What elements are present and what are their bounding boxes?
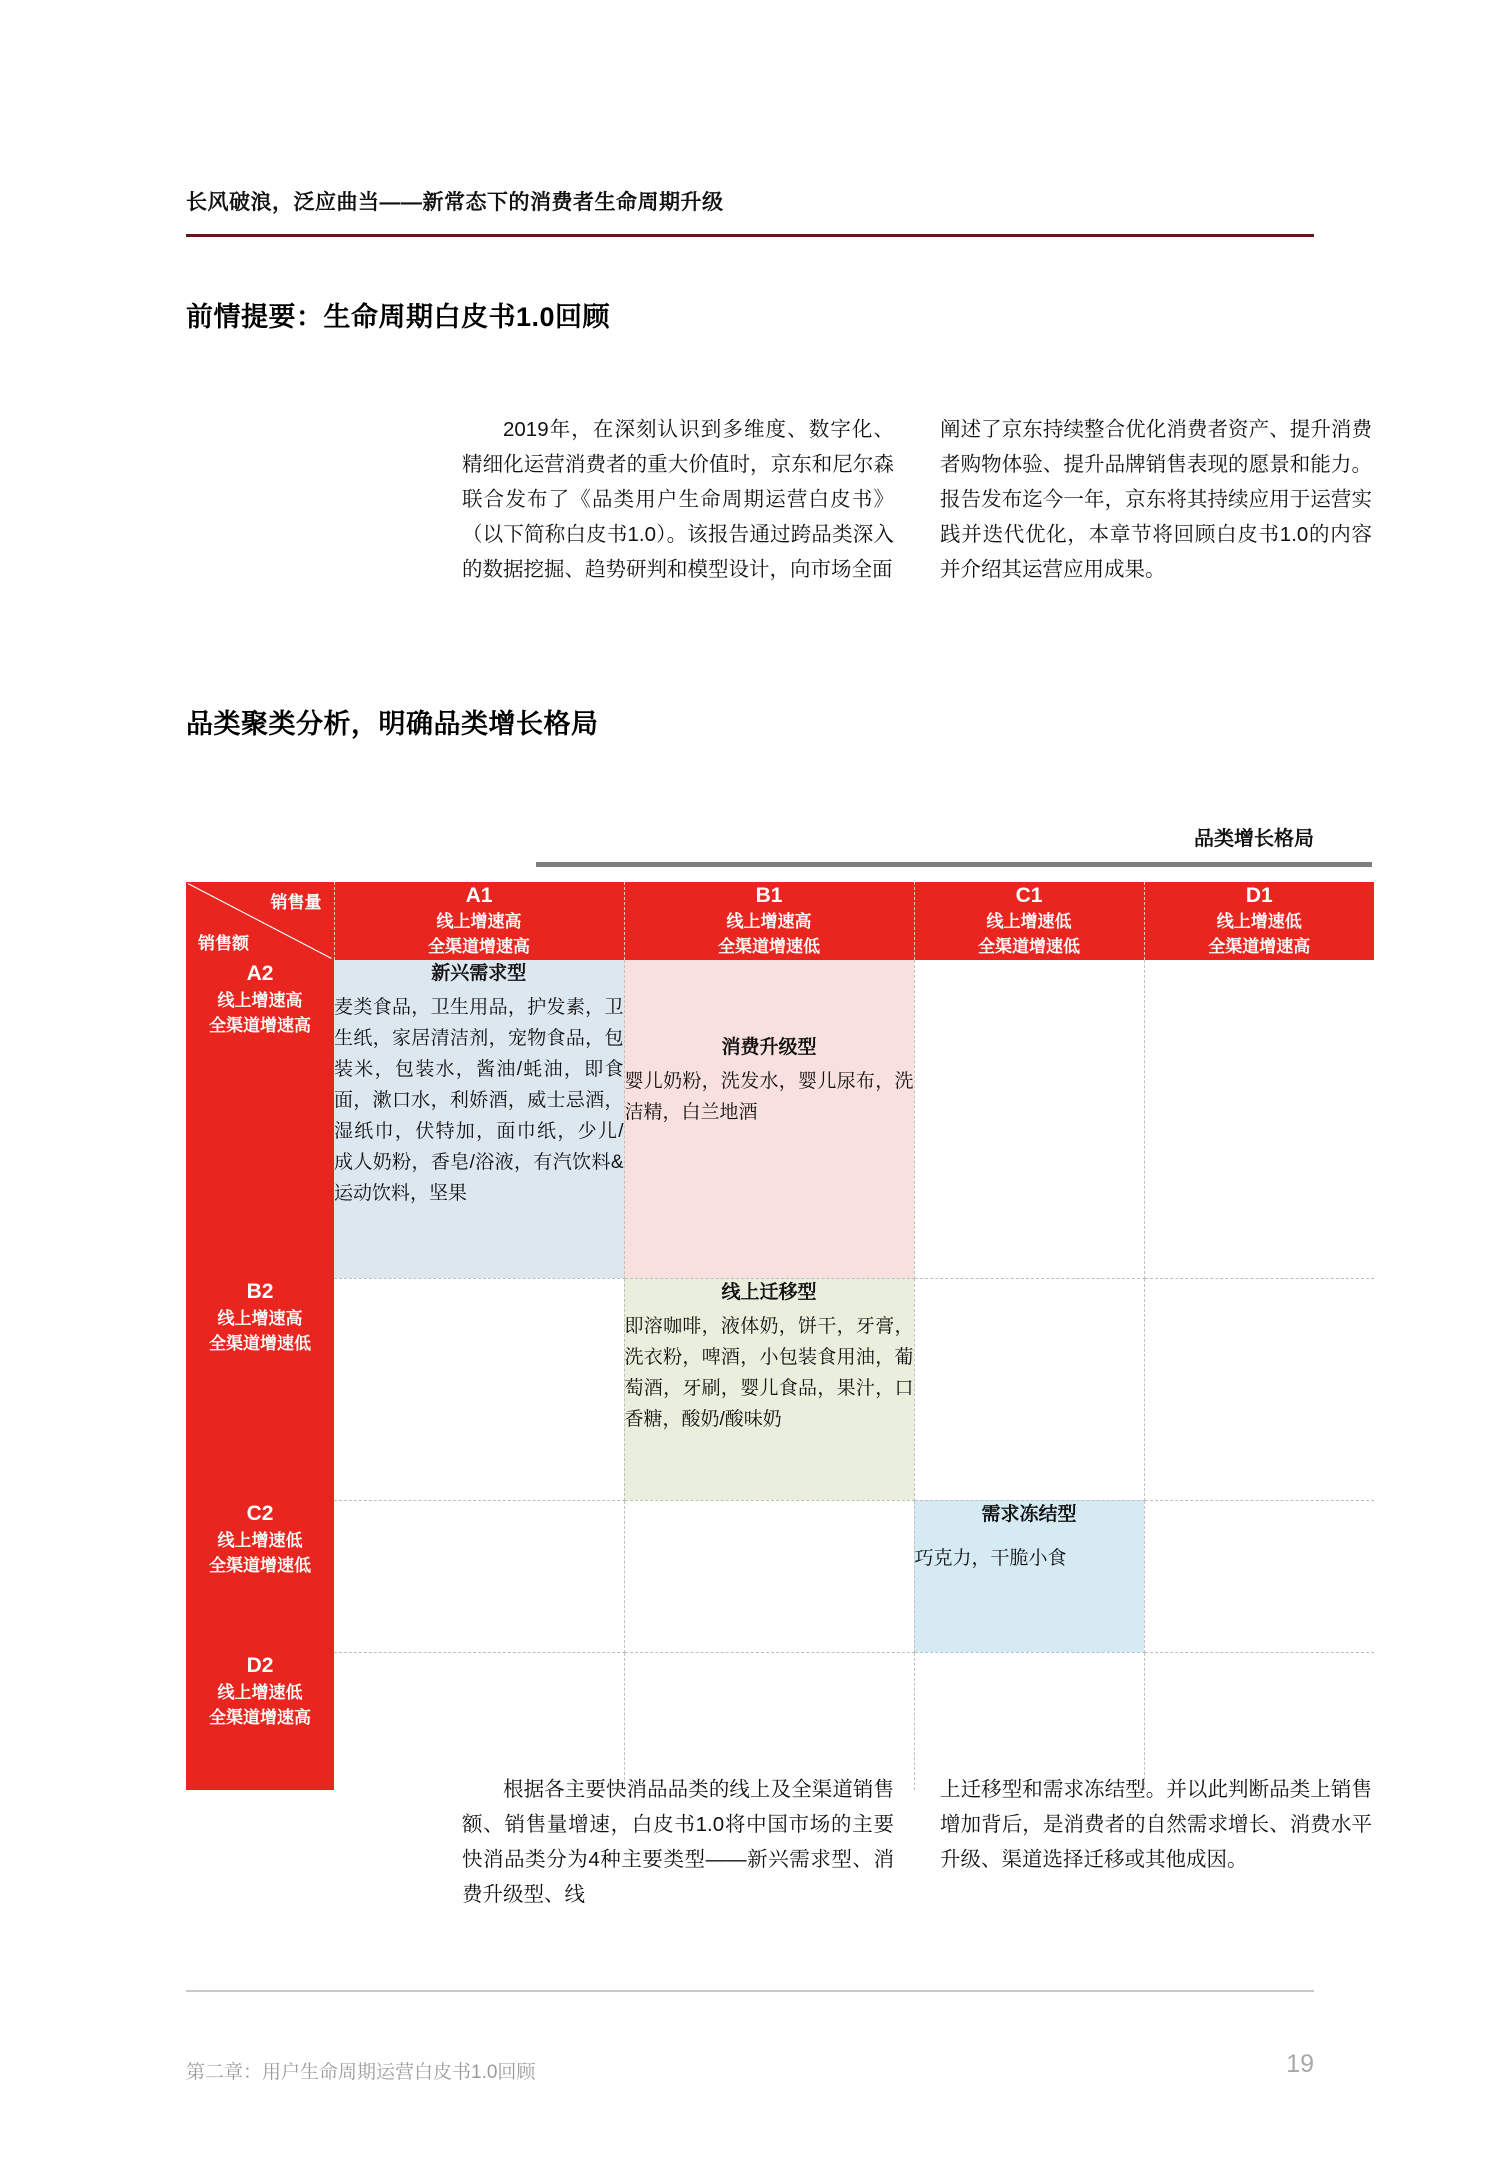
matrix-cell-c2-c1: [914, 1500, 1144, 1652]
matrix-corner-top-label: 销售量: [270, 893, 322, 912]
row-line1-a2: 线上增速高: [217, 991, 303, 1010]
column-code-c1: C1: [1015, 884, 1043, 907]
outro-paragraph-right: 上迁移型和需求冻结型。并以此判断品类上销售增加背后，是消费者的自然需求增长、消费水平升级、渠道选择迁移或其他成因。: [940, 1778, 1372, 1871]
matrix-cell-a2-c1: [914, 960, 1144, 1278]
matrix-cell-c2-a1: [334, 1500, 624, 1652]
footer-divider: [186, 1990, 1314, 1992]
matrix-cell-b2-c1: [914, 1278, 1144, 1500]
cell-items-demand-frozen: 巧克力，干脆小食: [914, 1547, 1067, 1569]
matrix-cell-c2-b1: [624, 1500, 914, 1652]
running-head-divider: [186, 234, 1314, 237]
column-line2-b1: 全渠道增速低: [718, 937, 820, 956]
row-line1-b2: 线上增速高: [217, 1309, 303, 1328]
category-growth-matrix: [186, 882, 1374, 1790]
section-heading-two: 品类聚类分析，明确品类增长格局: [186, 709, 599, 739]
matrix-corner-bottom-label: 销售额: [198, 934, 249, 953]
matrix-column-header-d1: [1144, 882, 1374, 960]
column-line1-b1: 线上增速高: [726, 912, 812, 931]
outro-paragraph-left: 根据各主要快消品品类的线上及全渠道销售额、销售量增速，白皮书1.0将中国市场的主要快消品类分为4种主要类型——新兴需求型、消费升级型、线: [462, 1778, 894, 1906]
cell-items-online-migration: 即溶咖啡，液体奶，饼干，牙膏，洗衣粉，啤酒，小包装食用油，葡萄酒，牙刷，婴儿食品，果汁，口香糖，酸奶/酸味奶: [624, 1315, 914, 1430]
matrix-row-header-c2: [186, 1500, 334, 1652]
matrix-row-c2: [186, 1500, 1374, 1652]
cell-items-emerging-demand: 麦类食品，卫生用品，护发素，卫生纸，家居清洁剂，宠物食品，包装米，包装水，酱油/蚝油，即食面，漱口水，利娇酒，威士忌酒，湿纸巾，伏特加，面巾纸，少儿/成人奶粉，香皂/浴液，有汽饮料&运动饮料，坚果: [334, 997, 624, 1204]
matrix-column-header-a1: [334, 882, 624, 960]
column-code-b1: B1: [755, 884, 783, 907]
matrix-cell-c2-d1: [1144, 1500, 1374, 1652]
cell-title-online-migration: 线上迁移型: [721, 1281, 817, 1303]
matrix-cell-b2-a1: [334, 1278, 624, 1500]
intro-paragraph-right: 阐述了京东持续整合优化消费者资产、提升消费者购物体验、提升品牌销售表现的愿景和能力。报告发布迄今一年，京东将其持续应用于运营实践并迭代优化，本章节将回顾白皮书1.0的内容并介绍其运营应用成果。: [940, 418, 1372, 581]
matrix-cell-a2-b1: [624, 960, 914, 1278]
matrix-row-header-a2: [186, 960, 334, 1278]
cell-items-consumption-upgrade: 婴儿奶粉，洗发水，婴儿尿布，洗洁精，白兰地酒: [624, 1071, 914, 1123]
matrix-row-b2: [186, 1278, 1374, 1500]
row-line2-d2: 全渠道增速高: [209, 1708, 311, 1727]
matrix-corner-cell: [186, 882, 334, 960]
row-line1-d2: 线上增速低: [217, 1683, 303, 1702]
matrix-row-d2: [186, 1652, 1374, 1790]
matrix-cell-b2-b1: [624, 1278, 914, 1500]
matrix-cell-d2-a1: [334, 1652, 624, 1790]
matrix-row-header-d2: [186, 1652, 334, 1790]
matrix-cell-a2-d1: [1144, 960, 1374, 1278]
column-line2-d1: 全渠道增速高: [1208, 937, 1311, 956]
row-line2-b2: 全渠道增速低: [209, 1334, 311, 1353]
matrix-row-header-b2: [186, 1278, 334, 1500]
matrix-column-header-b1: [624, 882, 914, 960]
cell-title-demand-frozen: 需求冻结型: [981, 1503, 1077, 1525]
matrix-row-a2: [186, 960, 1374, 1278]
footer-page-number: 19: [1286, 2050, 1314, 2078]
row-line1-c2: 线上增速低: [217, 1531, 303, 1550]
intro-paragraph-left: 2019年，在深刻认识到多维度、数字化、精细化运营消费者的重大价值时，京东和尼尔森联合发布了《品类用户生命周期运营白皮书》（以下简称白皮书1.0）。该报告通过跨品类深入的数据挖掘、趋势研判和模型设计，向市场全面: [462, 418, 894, 581]
chart-caption: 品类增长格局: [1194, 828, 1314, 850]
column-line1-c1: 线上增速低: [986, 912, 1072, 931]
row-code-b2: B2: [246, 1280, 274, 1303]
row-code-c2: C2: [246, 1502, 274, 1525]
chart-caption-rule: [536, 862, 1372, 867]
row-line2-a2: 全渠道增速高: [209, 1016, 311, 1035]
running-head: [186, 186, 1314, 237]
matrix-header-row: [186, 882, 1374, 960]
column-line1-d1: 线上增速低: [1216, 912, 1302, 931]
cell-title-emerging-demand: 新兴需求型: [431, 963, 527, 984]
intro-columns: [462, 412, 1372, 587]
column-line2-a1: 全渠道增速高: [428, 937, 530, 956]
outro-columns: [462, 1772, 1372, 1912]
row-code-a2: A2: [246, 962, 274, 985]
running-head-title: 长风破浪，泛应曲当——新常态下的消费者生命周期升级: [186, 191, 724, 214]
section-heading-one: 前情提要：生命周期白皮书1.0回顾: [186, 302, 611, 332]
row-line2-c2: 全渠道增速低: [209, 1556, 311, 1575]
matrix-cell-b2-d1: [1144, 1278, 1374, 1500]
column-line1-a1: 线上增速高: [436, 912, 522, 931]
matrix-cell-d2-c1: [914, 1652, 1144, 1790]
matrix-cell-a2-a1: [334, 960, 624, 1278]
matrix-cell-d2-d1: [1144, 1652, 1374, 1790]
row-code-d2: D2: [246, 1654, 274, 1677]
cell-title-consumption-upgrade: 消费升级型: [721, 1037, 817, 1058]
column-code-d1: D1: [1245, 884, 1273, 907]
column-code-a1: A1: [465, 884, 493, 907]
footer-chapter-label: 第二章：用户生命周期运营白皮书1.0回顾: [186, 2062, 536, 2083]
column-line2-c1: 全渠道增速低: [978, 937, 1080, 956]
matrix-column-header-c1: [914, 882, 1144, 960]
matrix-cell-d2-b1: [624, 1652, 914, 1790]
